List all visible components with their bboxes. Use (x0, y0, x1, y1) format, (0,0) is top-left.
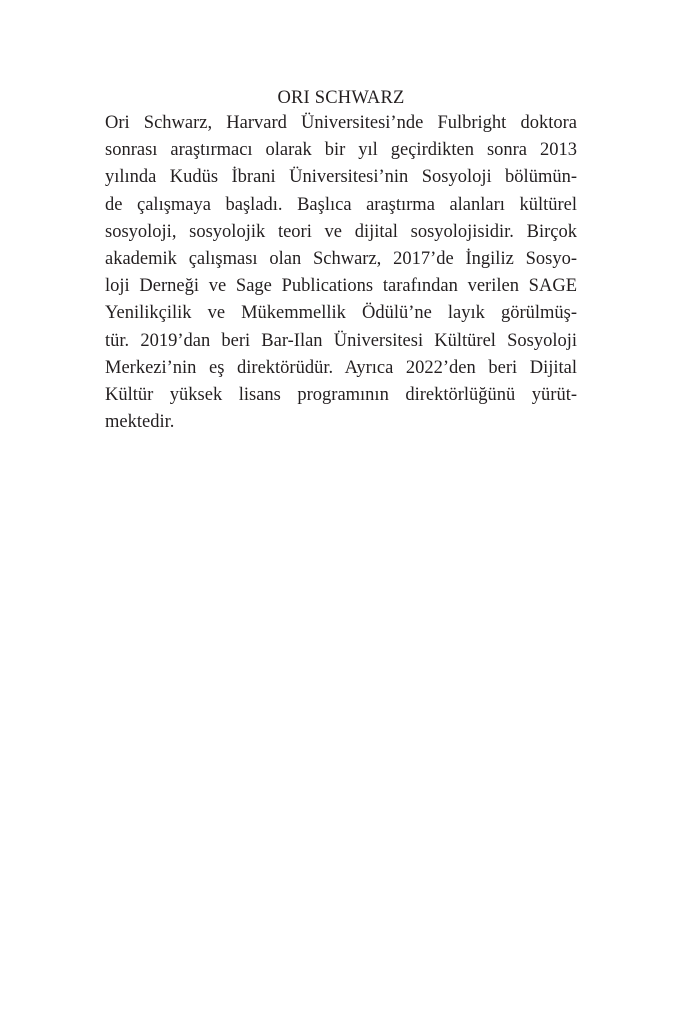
bio-line: akademik çalışması olan Schwarz, 2017’de İngiliz Sosyo- (105, 249, 577, 270)
bio-line: Yenilikçilik ve Mükemmellik Ödülü’ne layık görülmüş- (105, 303, 577, 324)
author-bio (105, 110, 577, 436)
bio-line: tür. 2019’dan beri Bar-Ilan Üniversitesi Kültürel Sosyoloji (105, 330, 577, 351)
page-content (105, 86, 577, 436)
bio-line: sonrası araştırmacı olarak bir yıl geçirdikten sonra 2013 (105, 140, 577, 161)
bio-line: sosyoloji, sosyolojik teori ve dijital sosyolojisidir. Birçok (105, 221, 577, 242)
bio-line: de çalışmaya başladı. Başlıca araştırma alanları kültürel (105, 194, 577, 215)
bio-line: Merkezi’nin eş direktörüdür. Ayrıca 2022’den beri Dijital (105, 357, 577, 378)
bio-line: loji Derneği ve Sage Publications tarafından verilen SAGE (105, 276, 577, 297)
bio-line: Ori Schwarz, Harvard Üniversitesi’nde Fulbright doktora (105, 113, 577, 133)
bio-line: Kültür yüksek lisans programının direktörlüğünü yürüt- (105, 385, 577, 406)
bio-line: mektedir. (105, 412, 175, 433)
bio-line: yılında Kudüs İbrani Üniversitesi’nin Sosyoloji bölümün- (105, 167, 577, 188)
author-heading: ORI SCHWARZ (277, 88, 405, 108)
